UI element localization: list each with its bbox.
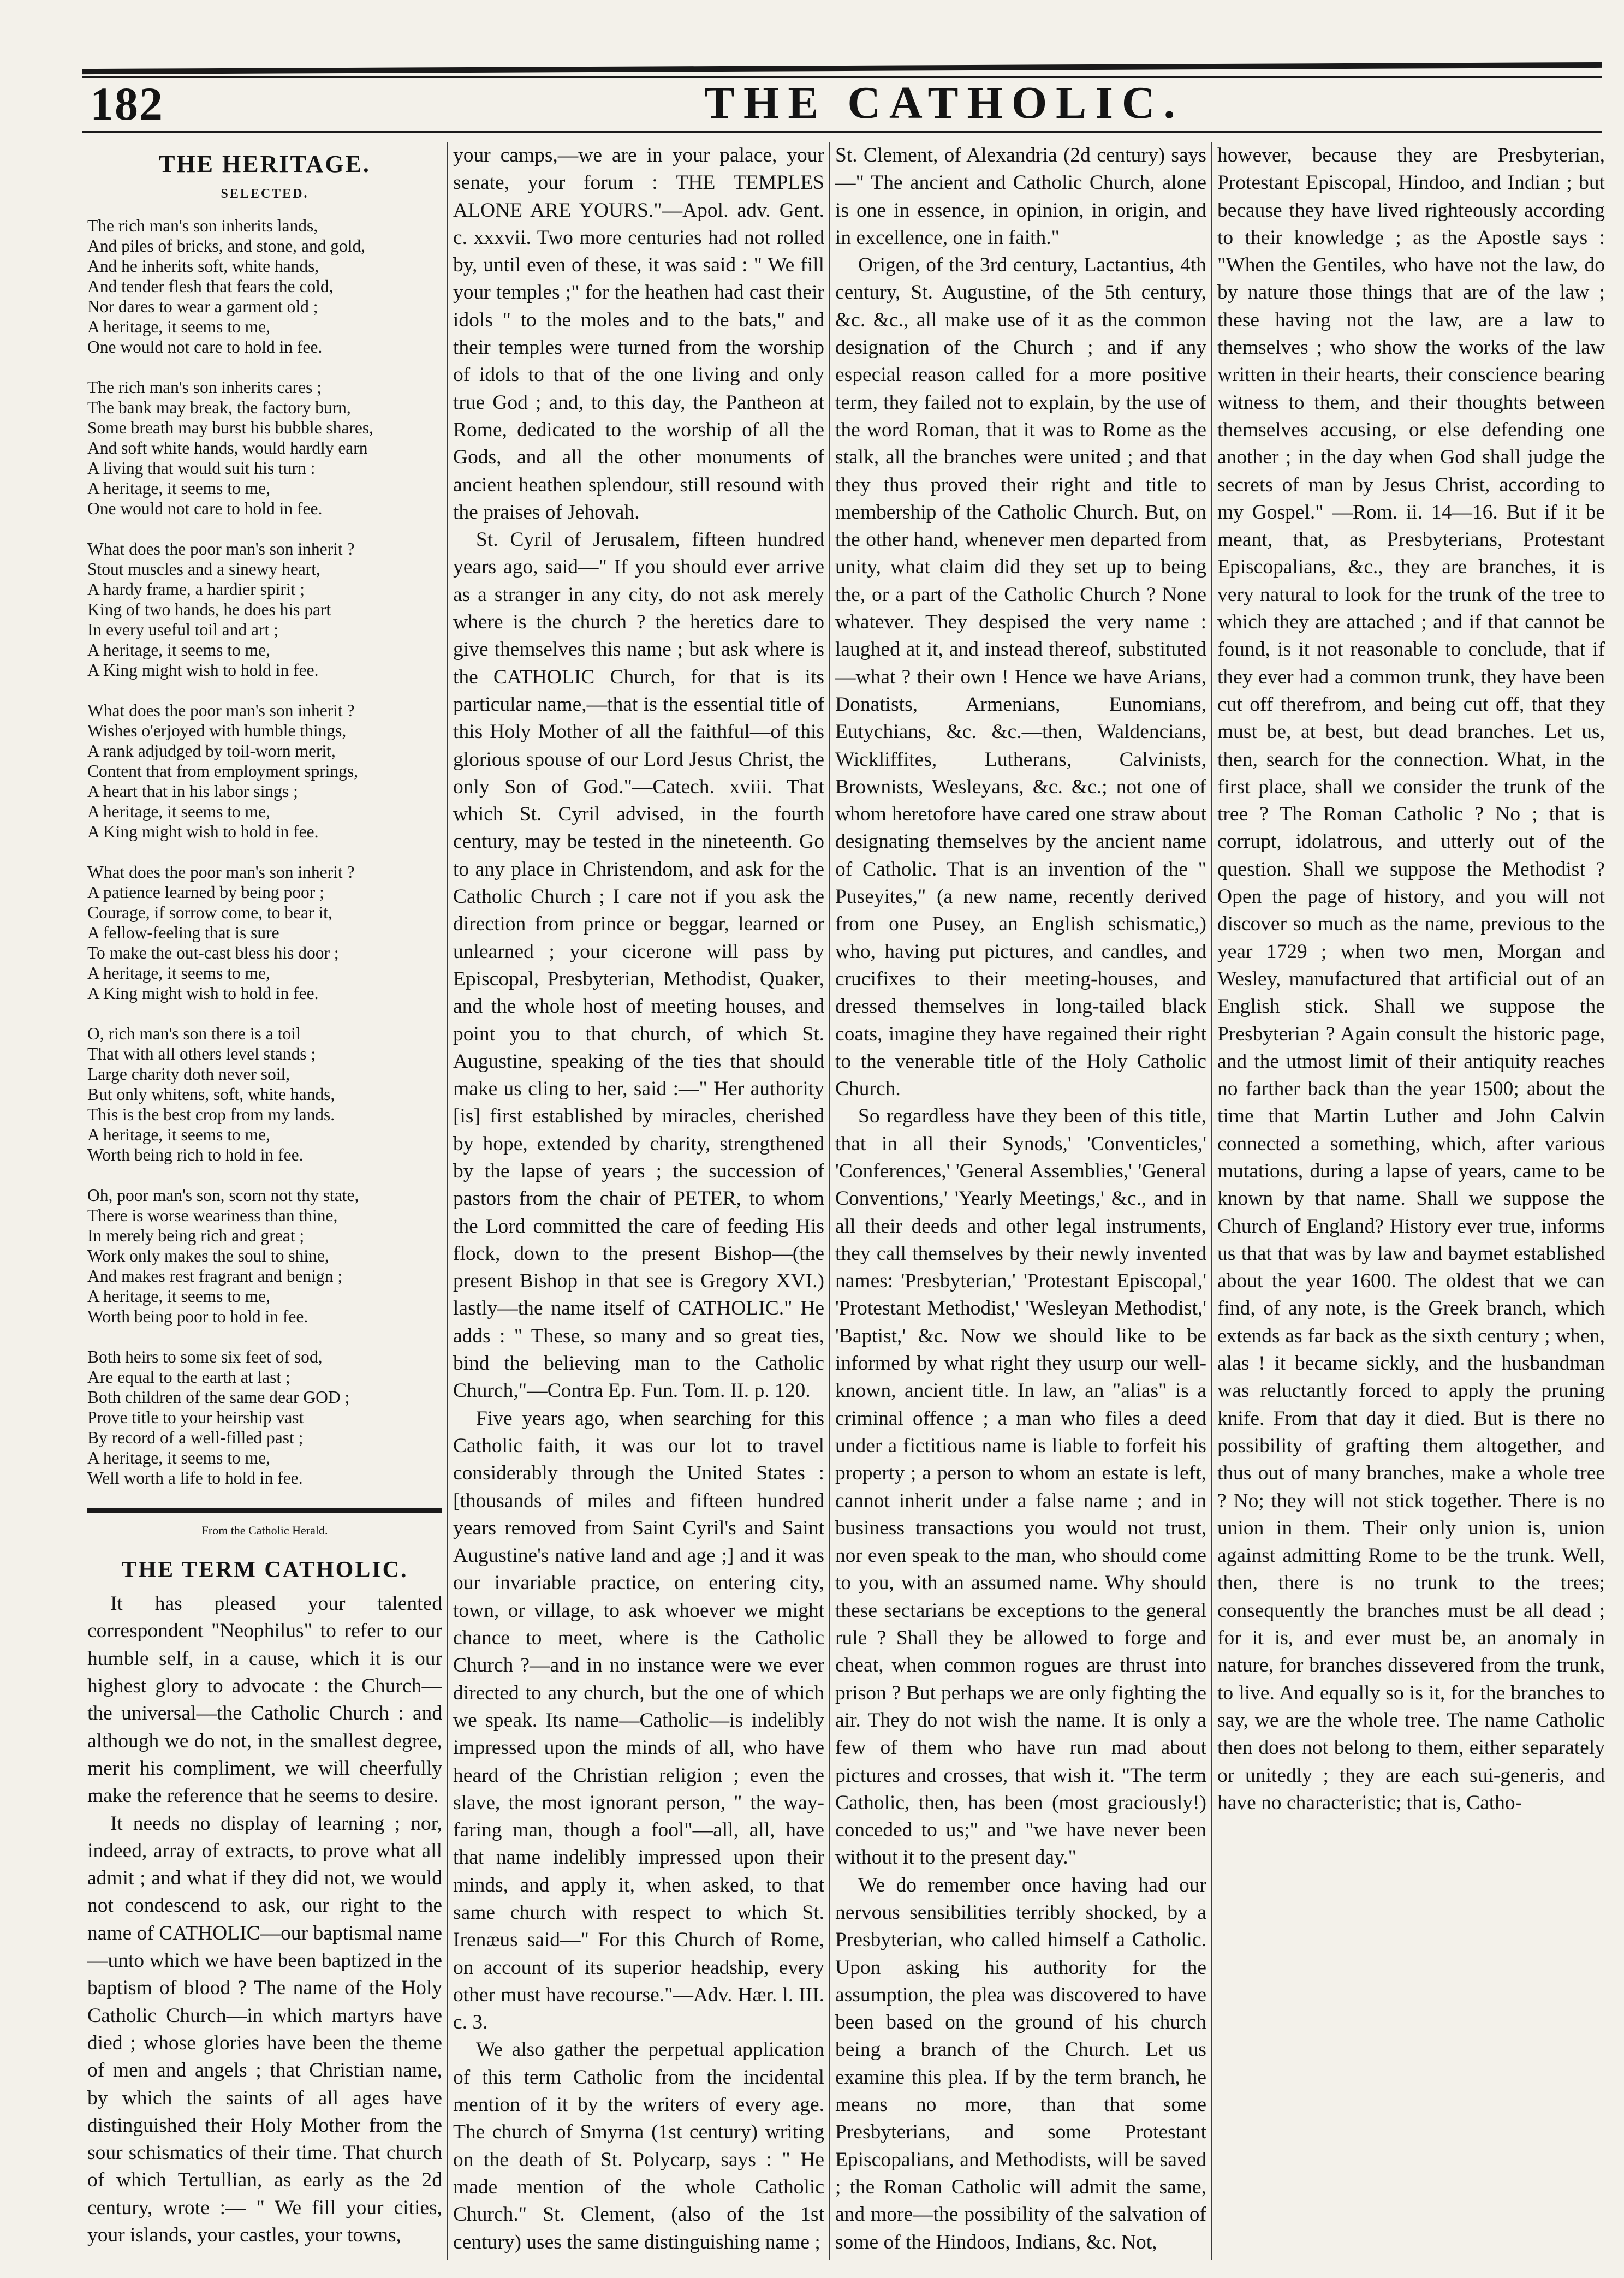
poem-line: A rank adjudged by toil-worn merit, <box>87 741 336 760</box>
poem-line: Worth being poor to hold in fee. <box>87 1306 308 1326</box>
poem-line: And he inherits soft, white hands, <box>87 256 319 276</box>
poem-line: Worth being rich to hold in fee. <box>87 1145 304 1164</box>
poem-line: Prove title to your heirship vast <box>87 1407 304 1427</box>
poem-line: A patience learned by being poor ; <box>87 882 324 902</box>
column-2 <box>453 142 824 2265</box>
page-number: 182 <box>90 78 164 130</box>
poem-line: Stout muscles and a sinewy heart, <box>87 559 320 579</box>
poem-line: Well worth a life to hold in fee. <box>87 1468 303 1488</box>
poem-line: A heritage, it seems to me, <box>87 640 271 659</box>
poem-line: A heritage, it seems to me, <box>87 963 271 983</box>
article-paragraph: Origen, of the 3rd century, Lactantius, 4th century, St. Augustine, of the 5th century, &c. &c., all make use of it as the common designation of the Church ; and if any especial reason called for a more positive term, they failed not to explain, by the use of the word Roman, that it was to Rome as the stalk, all the branches were united ; and that they thus proved their right and title to membership of the Catholic Church. But, on the other hand, whenever men departed from unity, what claim did they set up to being the, or a part of the Catholic Church ? None whatever. They despised the very name : laughed at it, and instead thereof, substituted—what ? their own ! Hence we have Arians, Donatists, Armenians, Eunomians, Eutychians, &c. &c.—then, Waldencians, Wickliffites, Lutherans, Calvinists, Brownists, Wesleyans, &c. &c.; not one of whom heretofore have cared one straw about designating themselves by the ancient name of Catholic. That is an invention of the " Puseyites," (a new name, recently derived from one Pusey, an English schismatic,) who, having put pictures, and candles, and crucifixes to their meeting-houses, and dressed themselves in long-tailed black coats, imagine they have regained their right to the venerable title of the Holy Catholic Church. <box>835 254 1206 1101</box>
column-3 <box>835 142 1206 2265</box>
poem-line: And soft white hands, would hardly earn <box>87 438 368 457</box>
poem-subtitle: SELECTED. <box>221 187 309 201</box>
poem-line: A hardy frame, a hardier spirit ; <box>87 579 305 599</box>
column-rule <box>1211 142 1212 2260</box>
poem-line: A heart that in his labor sings ; <box>87 781 298 801</box>
article-paragraph: So regardless have they been of this title, that in all their Synods,' 'Conventicles,' 'Conferences,' 'General Assemblies,' 'General Conventions,' 'Yearly Meetings,' &c., and in all their deeds and other legal instruments, they call themselves by their newly invented names: 'Presbyterian,' 'Protestant Episcopal,' 'Protestant Methodist,' 'Wesleyan Methodist,' 'Baptist,' &c. Now we should like to be informed by what right they usurp our well-known, ancient title. In law, an "alias" is a criminal offence ; a man who files a deed under a fictitious name is liable to forfeit his property ; a person to whom an estate is left, cannot inherit under a false name ; and in business transactions you would not trust, nor even speak to the man, who should come to you, with an assumed name. Why should these sectarians be exceptions to the general rule ? Shall they be allowed to forge and cheat, when common rogues are thrust into prison ? But perhaps we are only fighting the air. They do not wish the name. It is only a few of them who have run mad about pictures and crosses, that wish it. "The term Catholic, then, has been (most graciously!) conceded to us;" and "we have never been without it to the present day." <box>835 1105 1206 1869</box>
poem-line: In merely being rich and great ; <box>87 1226 305 1245</box>
poem-stanza <box>87 216 442 357</box>
article-title: THE TERM CATHOLIC. <box>121 1557 408 1583</box>
poem-line: A King might wish to hold in fee. <box>87 822 319 841</box>
poem-line: And tender flesh that fears the cold, <box>87 276 334 296</box>
poem-line: Work only makes the soul to shine, <box>87 1246 329 1265</box>
poem-line: Are equal to the earth at last ; <box>87 1367 290 1387</box>
poem-line: This is the best crop from my lands. <box>87 1104 335 1124</box>
article-paragraph: St. Clement, of Alexandria (2d century) says—" The ancient and Catholic Church, alone is one in essence, in opinion, in origin, and in excellence, one in faith." <box>835 144 1206 249</box>
poem-body <box>87 216 442 1488</box>
poem-line: A heritage, it seems to me, <box>87 317 271 336</box>
article-paragraph: St. Cyril of Jerusalem, fifteen hundred years ago, said—" If you should ever arrive as a stranger in any city, do not ask merely where is the church ? the heretics dare to give themselves this name ; but ask where is the CATHOLIC Church, for that is its particular name,—that is the essential title of this Holy Mother of all the faithful—of this glorious spouse of our Lord Jesus Christ, the only Son of God."—Catech. xviii. That which St. Cyril advised, in the fourth century, may be tested in the nineteenth. Go to any place in Christendom, and ask for the Catholic Church ; I care not if you ask the direction from prince or beggar, learned or unlearned ; your cicerone will pass by Episcopal, Presbyterian, Methodist, Quaker, and the whole host of meeting houses, and point you to that church, of which St. Augustine, speaking of the ties that should make us cling to her, said :—" Her authority [is] first established by miracles, cherished by hope, extended by charity, strengthened by the lapse of years ; the succession of pastors from the chair of PETER, to whom the Lord committed the care of feeding His flock, down to the present Bishop—(the present Bishop in that see is Gregory XVI.) lastly—the name itself of CATHOLIC." He adds : " These, so many and so great ties, bind the believing man to the Catholic Church,"—Contra Ep. Fun. Tom. II. p. 120. <box>453 528 824 1402</box>
poem-line: A heritage, it seems to me, <box>87 1448 271 1467</box>
poem-line: What does the poor man's son inherit ? <box>87 539 355 558</box>
article-paragraph: We do remember once having had our nervous sensibilities terribly shocked, by a Presbyterian, who called himself a Catholic. Upon asking his authority for the assumption, the plea was discovered to have been based on the ground of his church being a branch of the Church. Let us examine this plea. If by the term branch, he means no more, than that some Presbyterians, and some Protestant Episcopalians, and Methodists, will be saved ; the Roman Catholic will admit the same, and more—the possibility of the salvation of some of the Hindoos, Indians, &c. Not, <box>835 1873 1206 2253</box>
column-4 <box>1217 142 1605 2265</box>
poem-stanza <box>87 1024 442 1165</box>
header-rule <box>82 131 1602 133</box>
poem-line: The rich man's son inherits cares ; <box>87 377 322 397</box>
poem-line: The bank may break, the factory burn, <box>87 397 351 417</box>
poem-line: A heritage, it seems to me, <box>87 801 271 821</box>
poem-stanza <box>87 862 442 1003</box>
poem-stanza <box>87 377 442 519</box>
article-paragraph: We also gather the perpetual application of this term Catholic from the incidental mention of it by the writers of every age. The church of Smyrna (1st century) writing on the death of St. Polycarp, says : " He made mention of the whole Catholic Church." St. Clement, (also of the 1st century) uses the same distinguishing name ; <box>453 2038 824 2253</box>
poem-line: In every useful toil and art ; <box>87 620 278 639</box>
column-rule <box>447 142 448 2260</box>
article-paragraph: It has pleased your talented correspondent "Neophilus" to refer to our humble self, in a cause, which it is our highest glory to advocate : the Church—the universal—the Catholic Church : and although we do not, in the smallest degree, merit his compliment, we will cheerfully make the reference that he seems to desire. <box>87 1592 442 1807</box>
poem-line: Courage, if sorrow come, to bear it, <box>87 902 332 922</box>
poem-title: THE HERITAGE. <box>159 151 371 177</box>
column-rule <box>829 142 830 2260</box>
poem-line: There is worse weariness than thine, <box>87 1205 338 1225</box>
poem-line: A heritage, it seems to me, <box>87 1125 271 1144</box>
poem-stanza <box>87 1347 442 1488</box>
poem-line: Nor dares to wear a garment old ; <box>87 296 318 316</box>
poem-line: Large charity doth never soil, <box>87 1064 290 1084</box>
poem-line: Oh, poor man's son, scorn not thy state, <box>87 1185 359 1205</box>
poem-line: A living that would suit his turn : <box>87 458 316 478</box>
poem-line: A heritage, it seems to me, <box>87 1286 271 1306</box>
poem-line: One would not care to hold in fee. <box>87 498 323 518</box>
poem-stanza <box>87 539 442 680</box>
article-paragraph: Five years ago, when searching for this Catholic faith, it was our lot to travel considerably through the United States : [thousands of miles and fifteen hundred years removed from Saint Cyril's and Saint Augustine's native land and age ;] and it was our invariable practice, on entering city, town, or village, to ask whoever we might chance to meet, where is the Catholic Church ?—and in no instance were we ever directed to any church, but the one of which we speak. Its name—Catholic—is indelibly impressed upon the minds of all, who have heard of the Christian religion ; even the slave, the most ignorant person, " the way-faring man, though a fool"—all, all, have that name indelibly impressed upon their minds, and apply it, when asked, to that same church with respect to which St. Irenæus said—" For this Church of Rome, on account of its superior headship, every other must have recourse."—Adv. Hær. l. III. c. 3. <box>453 1407 824 2034</box>
masthead-title: THE CATHOLIC. <box>704 78 1184 128</box>
poem-line: A King might wish to hold in fee. <box>87 660 319 680</box>
article-text-col1 <box>87 1590 442 2249</box>
poem-line: What does the poor man's son inherit ? <box>87 700 355 720</box>
article-paragraph: It needs no display of learning ; nor, indeed, array of extracts, to prove what all admit ; and what if they did not, we would not condescend to ask, our right to the name of CATHOLIC—our baptismal name—unto which we have been baptized in the baptism of blood ? The name of the Holy Catholic Church—in which martyrs have died ; whose glories have been the theme of men and angels ; that Christian name, by which the saints of all ages have distinguished their Holy Mother from the sour schismatics of their time. That church of which Tertullian, as early as the 2d century, wrote :— " We fill your cities, your islands, your castles, your towns, <box>87 1812 442 2247</box>
poem-line: The rich man's son inherits lands, <box>87 216 318 235</box>
poem-line: King of two hands, he does his part <box>87 599 331 619</box>
poem-line: One would not care to hold in fee. <box>87 337 323 356</box>
top-rule <box>82 62 1602 74</box>
poem-line: By record of a well-filled past ; <box>87 1428 304 1447</box>
poem-line: Wishes o'erjoyed with humble things, <box>87 721 347 740</box>
poem-line: A King might wish to hold in fee. <box>87 983 319 1003</box>
poem-line: And makes rest fragrant and benign ; <box>87 1266 343 1286</box>
poem-line: Content that from employment springs, <box>87 761 359 781</box>
poem-line: Both children of the same dear GOD ; <box>87 1387 350 1407</box>
poem-line: A fellow-feeling that is sure <box>87 923 279 942</box>
poem-stanza <box>87 1185 442 1327</box>
poem-line: What does the poor man's son inherit ? <box>87 862 355 882</box>
article-paragraph: your camps,—we are in your palace, your senate, your forum : THE TEMPLES ALONE ARE YOURS."—Apol. adv. Gent. c. xxxvii. Two more centuries had not rolled by, until even of these, it was said : " We fill your temples ;" for the heathen had cast their idols " to the moles and to the bats," and their temples were turned from the worship of idols to that of the one living and only true God ; and, to this day, the Pantheon at Rome, dedicated to the worship of all the Gods, and all the other monuments of ancient heathen splendour, still resound with the praises of Jehovah. <box>453 144 824 524</box>
poem-line: O, rich man's son there is a toil <box>87 1024 301 1043</box>
column-1 <box>87 142 442 2265</box>
poem-line: But only whitens, soft, white hands, <box>87 1084 335 1104</box>
poem-stanza <box>87 700 442 842</box>
poem-line: Some breath may burst his bubble shares, <box>87 418 374 437</box>
poem-line: To make the out-cast bless his door ; <box>87 943 339 962</box>
poem-line: And piles of bricks, and stone, and gold, <box>87 236 366 255</box>
poem-line: A heritage, it seems to me, <box>87 478 271 498</box>
article-paragraph: however, because they are Presbyterian, Protestant Episcopal, Hindoo, and Indian ; but because they have lived righteously according to their knowledge ; as the Apostle says : "When the Gentiles, who have not the law, do by nature those things that are of the law ; these having not the law, are a law to themselves ; who show the works of the law written in their hearts, their conscience bearing witness to them, and their thoughts between themselves accusing, or else defending one another ; in the day when God shall judge the secrets of man by Jesus Christ, according to my Gospel." —Rom. ii. 14—16. But if it be meant, that, as Presbyterians, Protestant Episcopalians, &c., they are branches, it is very natural to look for the trunk of the tree to which they are attached ; and if that cannot be found, is it not reasonable to conclude, that if they ever had a common trunk, they have been cut off therefrom, and being cut off, that they must be, at best, but dead branches. Let us, then, search for the connection. What, in the first place, shall we consider the trunk of the tree ? The Roman Catholic ? No ; that is corrupt, idolatrous, and utterly out of the question. Shall we suppose the Methodist ? Open the page of history, and you will not discover so much as the name, previous to the year 1729 ; when two men, Morgan and Wesley, manufactured that artificial out of an English stick. Shall we suppose the Presbyterian ? Again consult the historic page, and the utmost limit of their antiquity reaches no farther back than the year 1500; about the time that Martin Luther and John Calvin connected a something, which, after various mutations, during a lapse of years, came to be known by that name. Shall we suppose the Church of England? History ever true, informs us that that was by law and baymet established about the year 1600. The oldest that we can find, of any note, is the Greek branch, which extends as far back as the sixth century ; when, alas ! it became sickly, and the husbandman was reluctantly forced to apply the pruning knife. From that day it died. But is there no possibility of grafting them altogether, and thus out of many branches, make a whole tree ? No; they will not stick together. There is no union in them. Their only union is, union against admitting Rome to be the trunk. Well, then, there is no trunk to the trees; consequently the branches must be all dead ; for it is, and ever must be, an anomaly in nature, for branches dissevered from the trunk, to live. And equally so is it, for the branches to say, we are the whole tree. The name Catholic then does not belong to them, either separately or unitedly ; they are each sui-generis, and have no characteristic; that is, Catho- <box>1217 144 1605 1814</box>
source-credit: From the Catholic Herald. <box>201 1523 328 1537</box>
poem-line: That with all others level stands ; <box>87 1044 316 1063</box>
section-divider <box>87 1508 442 1513</box>
poem-line: Both heirs to some six feet of sod, <box>87 1347 323 1366</box>
